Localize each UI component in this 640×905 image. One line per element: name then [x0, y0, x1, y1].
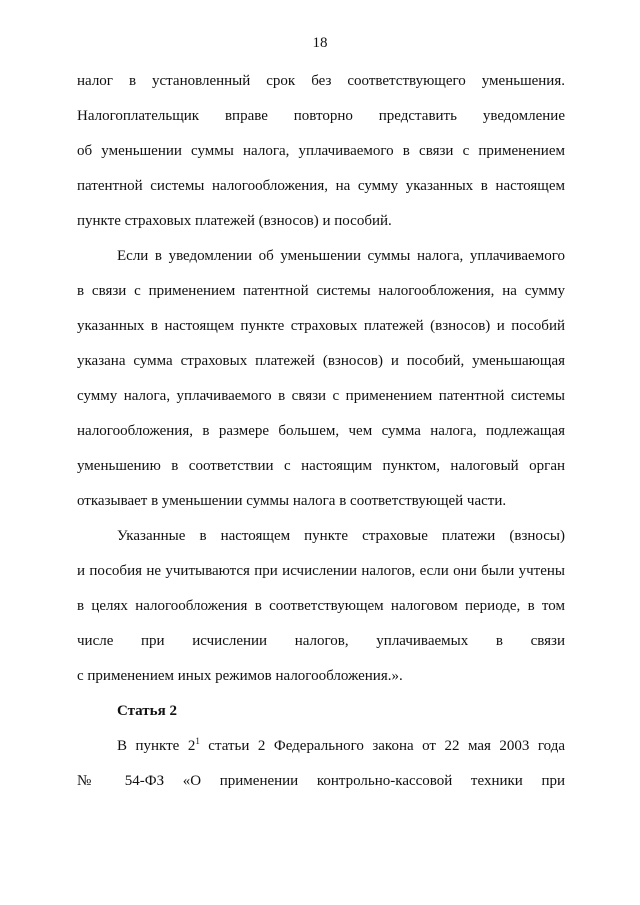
text-line: указанных в настоящем пункте страховых платежей (взносов) и пособий	[77, 318, 565, 334]
superscript: 1	[195, 736, 200, 746]
text-line: в связи с применением патентной системы налогообложения, на сумму	[77, 283, 565, 299]
text-line: и пособия не учитываются при исчислении налогов, если они были учтены	[77, 563, 565, 579]
text-fragment: статьи 2 Федерального закона от 22 мая 2003 года	[199, 738, 565, 754]
article-heading: Статья 2	[117, 703, 177, 719]
text-line: сумму налога, уплачиваемого в связи с применением патентной системы	[77, 388, 565, 404]
text-line: № 54-ФЗ «О применении контрольно-кассовой техники при	[77, 773, 565, 789]
text-line: в целях налогообложения в соответствующем налоговом периоде, в том	[77, 598, 565, 614]
text-line: налогообложения, в размере большем, чем сумма налога, подлежащая	[77, 423, 565, 439]
text-line: патентной системы налогообложения, на сумму указанных в настоящем	[77, 178, 565, 194]
text-line: Если в уведомлении об уменьшении суммы налога, уплачиваемого	[117, 248, 565, 264]
text-fragment: В пункте 2	[117, 738, 196, 754]
text-line: Налогоплательщик вправе повторно представить уведомление	[77, 108, 565, 124]
page-number: 18	[312, 35, 328, 51]
text-line: пункте страховых платежей (взносов) и пособий.	[77, 213, 392, 229]
text-line: с применением иных режимов налогообложения.».	[77, 668, 403, 684]
text-line	[117, 737, 565, 755]
text-line: Указанные в настоящем пункте страховые платежи (взносы)	[117, 528, 565, 544]
text-line: указана сумма страховых платежей (взносов) и пособий, уменьшающая	[77, 353, 565, 369]
text-line: отказывает в уменьшении суммы налога в соответствующей части.	[77, 493, 507, 509]
text-line: налог в установленный срок без соответствующего уменьшения.	[77, 73, 565, 89]
text-line: числе при исчислении налогов, уплачиваемых в связи	[77, 633, 565, 649]
text-line: уменьшению в соответствии с настоящим пунктом, налоговый орган	[77, 458, 565, 474]
text-line: об уменьшении суммы налога, уплачиваемого в связи с применением	[77, 143, 565, 159]
